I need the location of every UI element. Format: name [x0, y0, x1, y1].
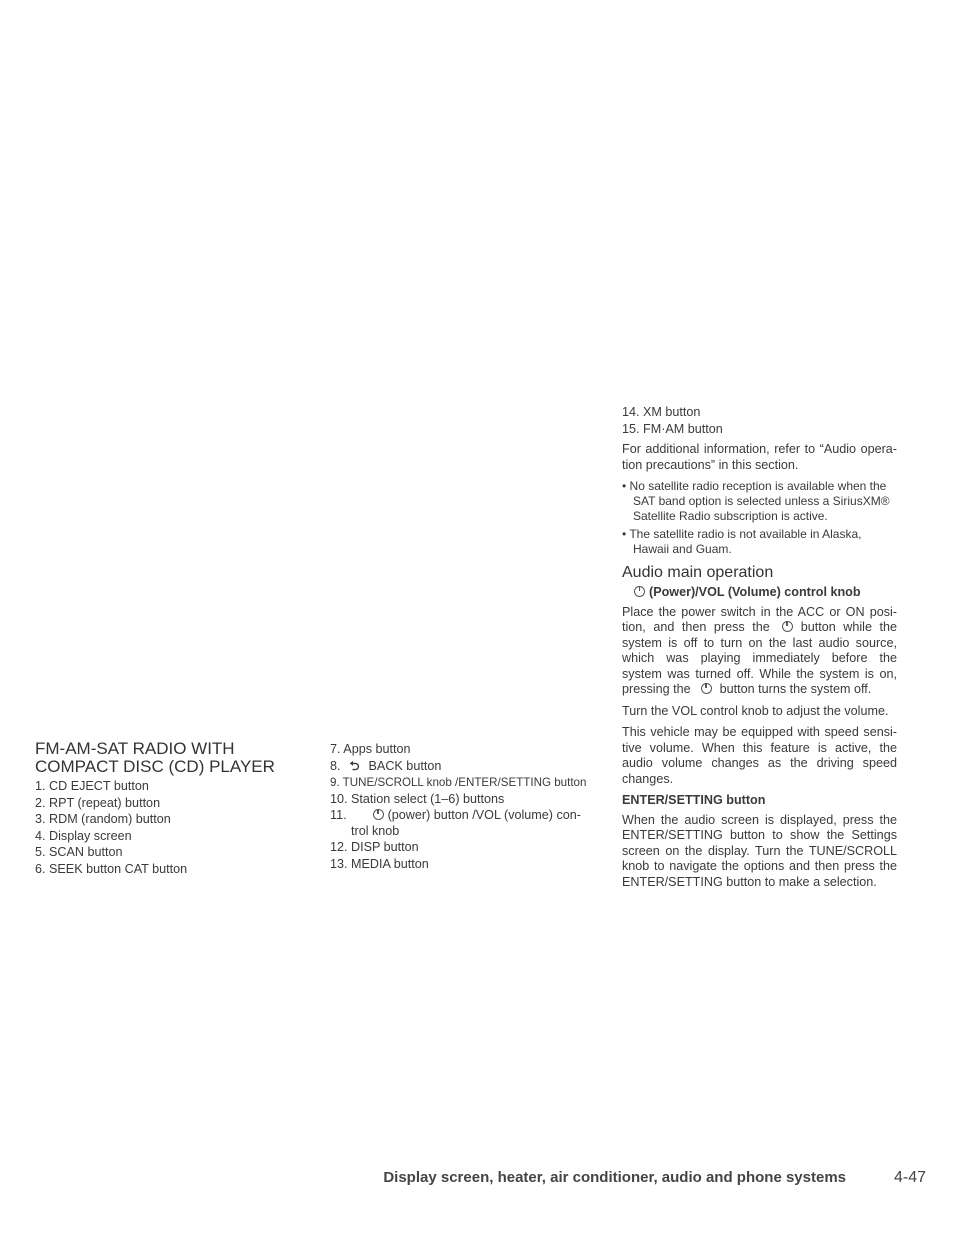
- text: button turns the system off.: [719, 682, 872, 696]
- item-number: 8.: [330, 758, 341, 773]
- list-item: 6. SEEK button CAT button: [35, 861, 188, 876]
- list-item: 2. RPT (repeat) button: [35, 795, 161, 810]
- power-icon: [701, 683, 712, 694]
- volume-paragraph: Turn the VOL control knob to adjust the volume.: [622, 703, 889, 718]
- button-list-3: [622, 405, 897, 437]
- list-item: 15. FM·AM button: [622, 421, 723, 436]
- power-icon: [373, 809, 384, 820]
- list-item: 12. DISP button: [330, 840, 419, 854]
- bullet-note: • No satellite radio reception is available when the SAT band option is selected unless a SiriusXM® Satellite Radio subscription is active.: [622, 479, 890, 523]
- list-item: [330, 808, 600, 839]
- list-item: [330, 759, 600, 775]
- power-paragraph: [622, 605, 897, 698]
- section-heading: [35, 740, 305, 776]
- bullet-note: • The satellite radio is not available in Alaska, Hawaii and Guam.: [622, 527, 862, 556]
- back-arrow-icon: ⮌: [349, 758, 360, 773]
- column-left: [35, 740, 305, 878]
- subheading: Audio main operation: [622, 564, 774, 581]
- enter-setting-heading: ENTER/SETTING button: [622, 793, 766, 807]
- info-paragraph: For additional information, refer to “Audio opera- tion precautions” in this section.: [622, 442, 897, 472]
- speed-volume-paragraph: This vehicle may be equipped with speed sensi- tive volume. When this feature is active, the audio volume changes as the driving speed changes.: [622, 725, 897, 786]
- column-right: [622, 405, 897, 896]
- enter-setting-paragraph: When the audio screen is displayed, press the ENTER/SETTING button to show the Settings screen on the display. Turn the TUNE/SCROLL knob to navigate the options and then press the ENTER/SETTING button to make a selection.: [622, 812, 897, 889]
- page-number: 4-47: [893, 1169, 926, 1186]
- column-middle: [330, 742, 600, 873]
- item-number: 11.: [330, 808, 347, 822]
- power-icon: [634, 586, 645, 597]
- list-item: 4. Display screen: [35, 828, 132, 843]
- text: Place the power switch in the ACC or ON posi- tion, and then press the: [622, 604, 897, 634]
- list-item: 7. Apps button: [330, 742, 411, 756]
- list-item: 9. TUNE/SCROLL knob /ENTER/SETTING button: [330, 776, 587, 789]
- power-icon: [782, 621, 793, 632]
- list-item: 10. Station select (1–6) buttons: [330, 791, 505, 806]
- list-item: 1. CD EJECT button: [35, 779, 149, 793]
- item-text: (power) button /VOL (volume) con-: [387, 808, 581, 822]
- footer-title: Display screen, heater, air conditioner, audio and phone systems: [383, 1169, 846, 1186]
- knob-label: (Power)/VOL (Volume) control knob: [649, 585, 861, 599]
- list-item: 14. XM button: [622, 405, 701, 419]
- list-item: 5. SCAN button: [35, 845, 123, 859]
- knob-heading: [622, 585, 897, 601]
- item-text-cont: trol knob: [351, 823, 400, 838]
- button-list-1: [35, 779, 305, 877]
- item-text: BACK button: [368, 758, 442, 773]
- heading-line-2: COMPACT DISC (CD) PLAYER: [35, 757, 275, 776]
- text: button while the system is off to turn on the last audio source, which was playing immediately before the system was turned off. While the system is on, pressing the: [622, 620, 897, 696]
- list-item: 13. MEDIA button: [330, 856, 429, 871]
- list-item: 3. RDM (random) button: [35, 812, 171, 826]
- page-footer: [383, 1169, 926, 1189]
- button-list-2: [330, 742, 600, 872]
- heading-line-1: FM-AM-SAT RADIO WITH: [35, 739, 235, 758]
